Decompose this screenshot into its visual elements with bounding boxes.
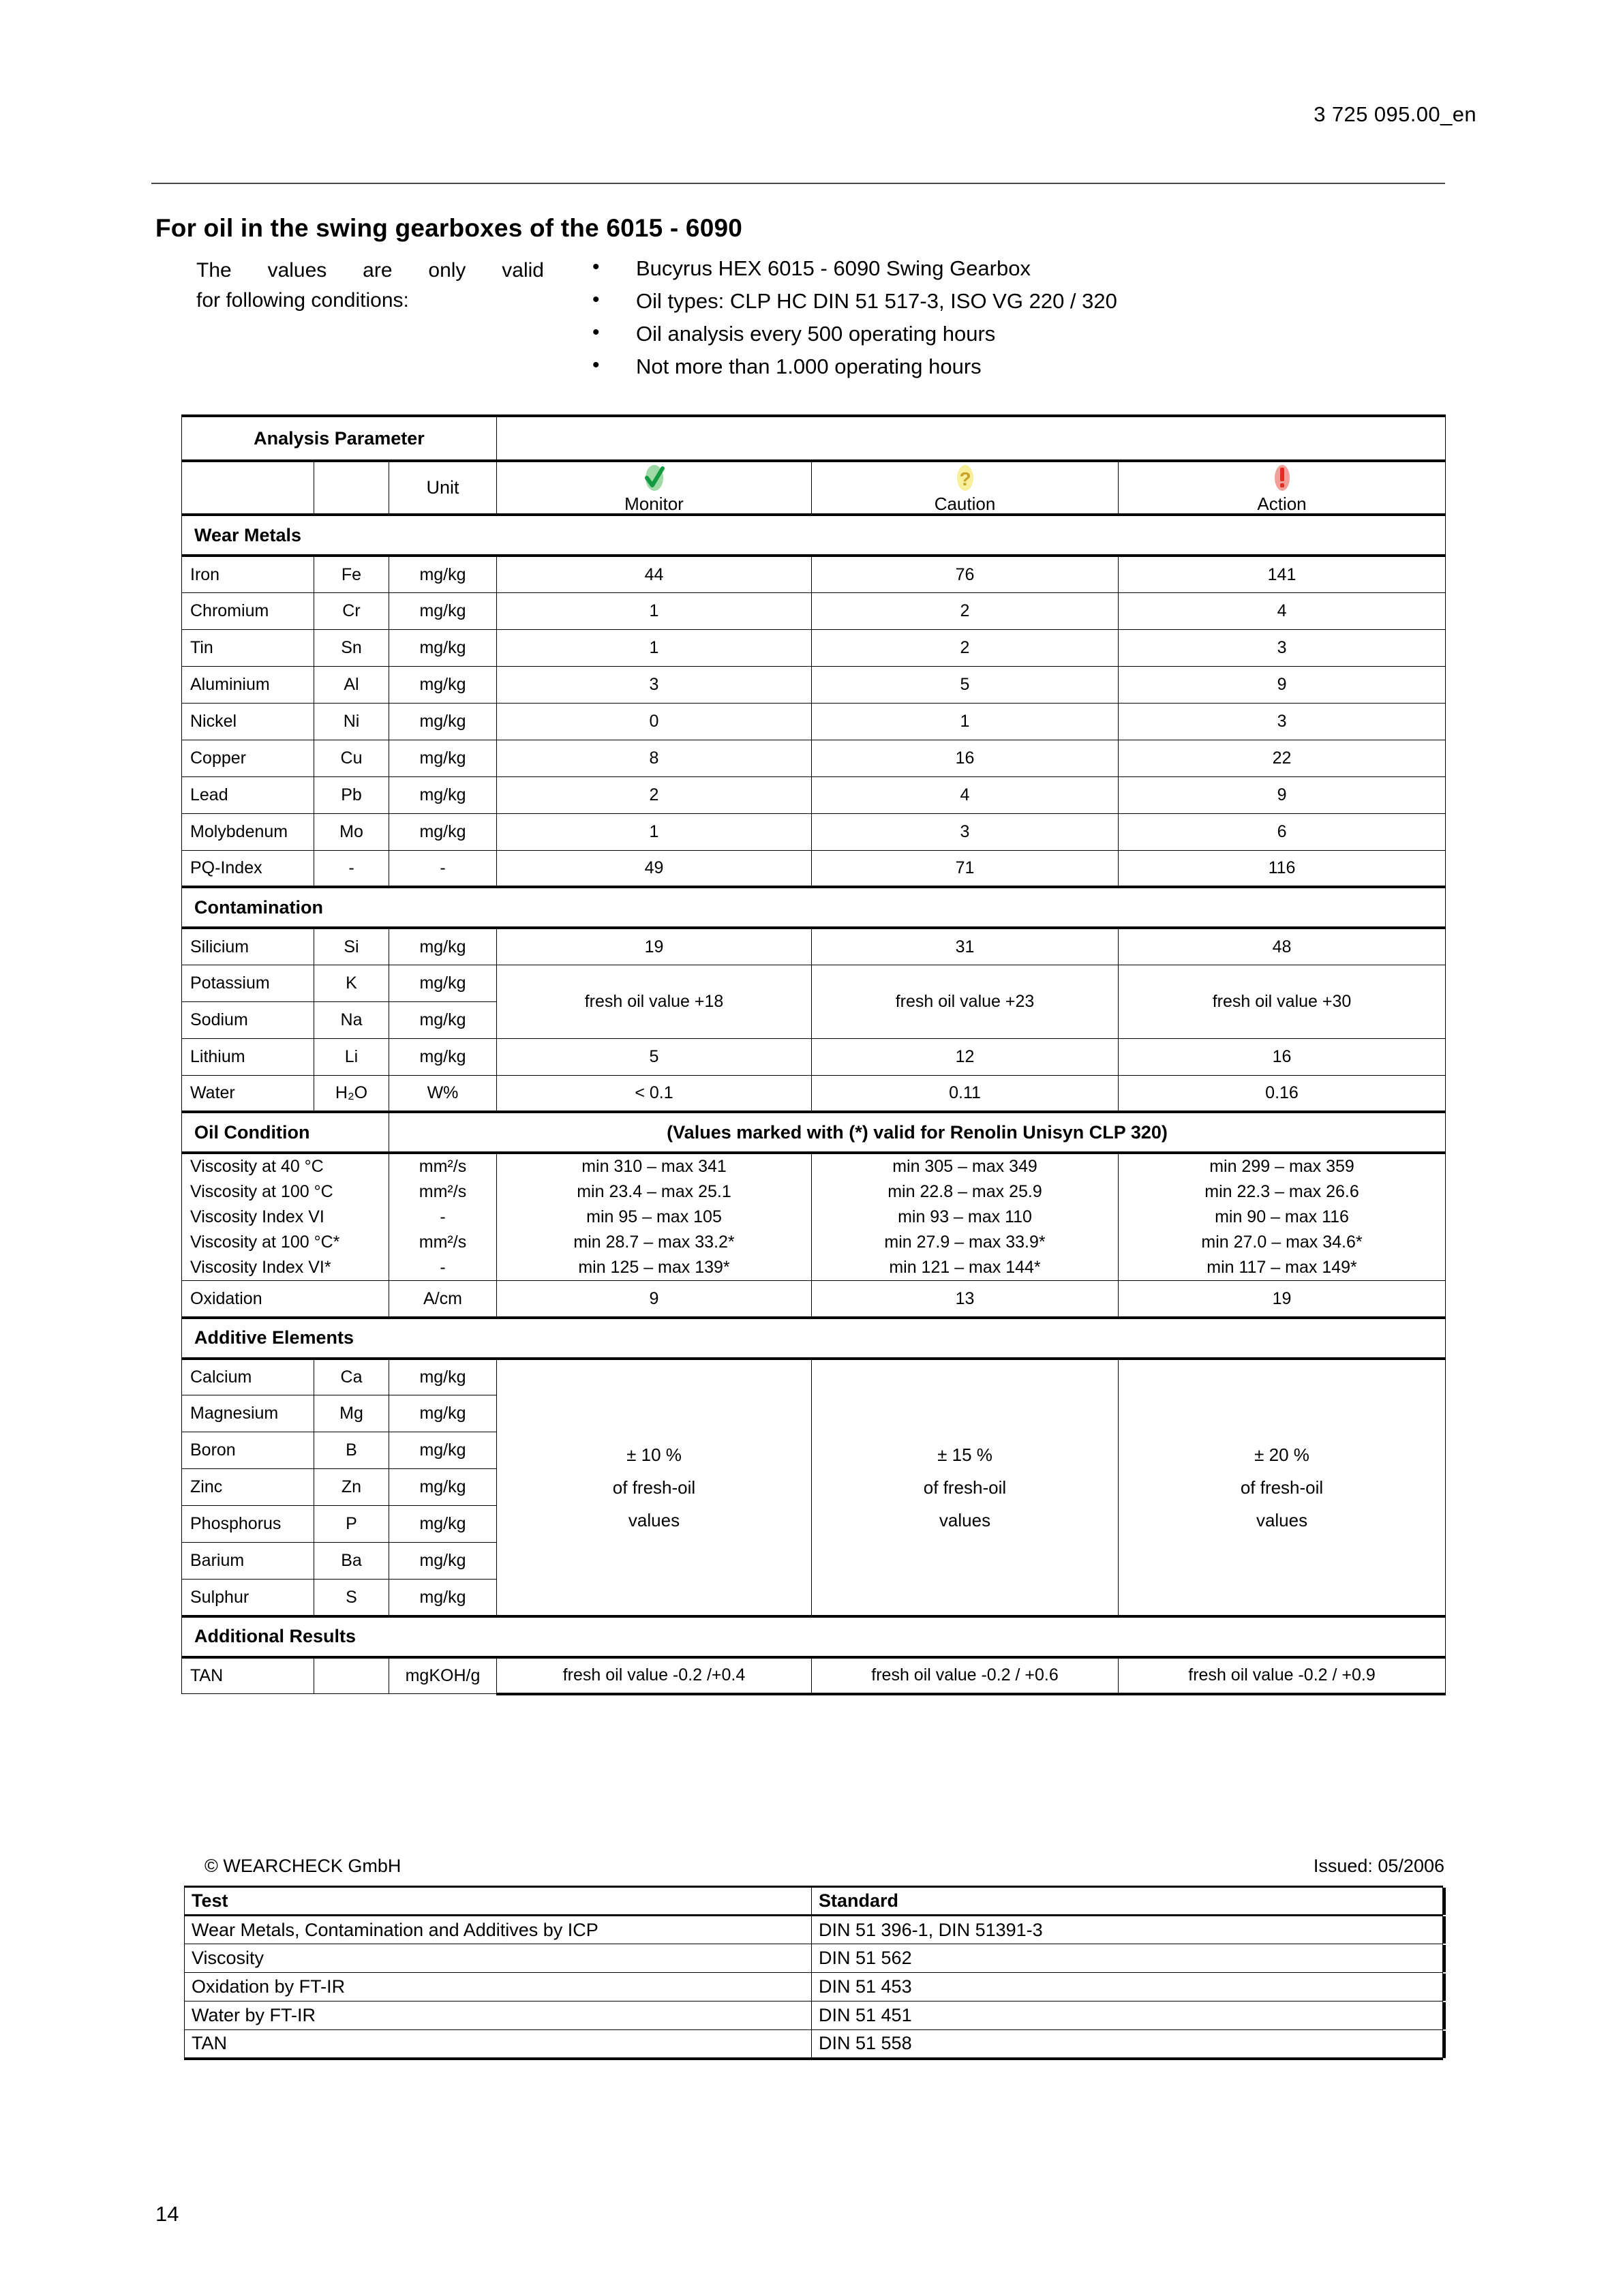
value-caution: 13 <box>812 1281 1119 1318</box>
additive-value-monitor <box>497 1359 812 1616</box>
param-unit: mg/kg <box>389 1543 497 1580</box>
conditions-label-line-1: The values are only valid <box>196 259 544 282</box>
param-symbol: Si <box>314 928 389 965</box>
param-name: Chromium <box>182 592 314 629</box>
conditions-label <box>196 256 544 316</box>
viscosity-value: min 125 – max 139* <box>578 1258 730 1278</box>
analysis-parameter-header-blank <box>497 416 1446 461</box>
table-row <box>182 813 1446 850</box>
viscosity-values-action <box>1119 1153 1446 1281</box>
value-action: 4 <box>1119 592 1446 629</box>
viscosity-label: Viscosity at 100 °C* <box>190 1233 340 1252</box>
bullet-item: • Oil analysis every 500 operating hours <box>583 318 1401 350</box>
additive-desc-2: values <box>939 1509 991 1530</box>
additive-value-caution <box>812 1359 1119 1616</box>
additive-desc-2: values <box>628 1509 680 1530</box>
table-row <box>182 928 1446 965</box>
param-unit: mg/kg <box>389 556 497 592</box>
viscosity-unit: - <box>440 1207 446 1227</box>
value-action: 9 <box>1119 666 1446 703</box>
param-unit: W% <box>389 1075 497 1112</box>
table-row <box>182 850 1446 887</box>
param-unit: A/cm <box>389 1281 497 1318</box>
additive-pct: ± 15 % <box>937 1444 992 1465</box>
status-label-action: Action <box>1257 494 1307 514</box>
param-name: Lead <box>182 776 314 813</box>
additive-value-action <box>1119 1359 1446 1616</box>
param-unit: mg/kg <box>389 666 497 703</box>
value-caution: 2 <box>812 592 1119 629</box>
value-monitor: fresh oil value -0.2 /+0.4 <box>497 1657 812 1694</box>
value-action: 16 <box>1119 1038 1446 1075</box>
value-monitor: 2 <box>497 776 812 813</box>
value-caution: 4 <box>812 776 1119 813</box>
value-action: 6 <box>1119 813 1446 850</box>
table-header-row-parameter <box>182 416 1446 461</box>
value-monitor: 5 <box>497 1038 812 1075</box>
viscosity-value: min 23.4 – max 25.1 <box>577 1182 731 1202</box>
param-name: Silicium <box>182 928 314 965</box>
yellow-question-icon <box>817 462 1112 494</box>
table-row <box>185 2030 1443 2059</box>
value-monitor: 1 <box>497 813 812 850</box>
param-unit: mgKOH/g <box>389 1657 497 1694</box>
additive-desc-1: of fresh-oil <box>923 1477 1007 1498</box>
additive-desc-1: of fresh-oil <box>612 1477 696 1498</box>
param-symbol: Ca <box>314 1359 389 1395</box>
param-name: Water <box>182 1075 314 1112</box>
additive-desc-2: values <box>1256 1509 1308 1530</box>
param-name: Copper <box>182 740 314 776</box>
section-title-oil-condition: Oil Condition <box>182 1112 389 1153</box>
standards-test: Wear Metals, Contamination and Additives by ICP <box>185 1916 812 1944</box>
value-caution: fresh oil value -0.2 / +0.6 <box>812 1657 1119 1694</box>
param-unit: mg/kg <box>389 1580 497 1616</box>
param-unit: mg/kg <box>389 740 497 776</box>
viscosity-value: min 305 – max 349 <box>892 1157 1037 1177</box>
param-symbol: Ni <box>314 703 389 740</box>
table-row <box>185 1916 1443 1944</box>
param-unit: - <box>389 850 497 887</box>
standards-standard: DIN 51 451 <box>812 2002 1443 2030</box>
param-symbol <box>314 1657 389 1694</box>
param-unit: mg/kg <box>389 776 497 813</box>
value-monitor: 0 <box>497 703 812 740</box>
value-monitor: < 0.1 <box>497 1075 812 1112</box>
green-check-icon <box>502 462 806 494</box>
table-row <box>182 1038 1446 1075</box>
param-name: Potassium <box>182 965 314 1001</box>
table-row <box>182 965 1446 1001</box>
standards-table <box>184 1886 1443 2060</box>
table-row <box>185 2002 1443 2030</box>
param-unit: mg/kg <box>389 813 497 850</box>
viscosity-label: Viscosity Index VI <box>190 1207 324 1227</box>
param-unit: mg/kg <box>389 703 497 740</box>
param-name: Iron <box>182 556 314 592</box>
standards-test: Viscosity <box>185 1944 812 1973</box>
param-symbol: B <box>314 1432 389 1469</box>
section-header-additive-elements <box>182 1318 1446 1359</box>
param-name: Calcium <box>182 1359 314 1395</box>
value-action: 116 <box>1119 850 1446 887</box>
value-caution: 5 <box>812 666 1119 703</box>
param-unit: mg/kg <box>389 1469 497 1506</box>
conditions-label-line-2: for following conditions: <box>196 289 409 312</box>
status-column-caution <box>812 461 1119 515</box>
value-action: fresh oil value -0.2 / +0.9 <box>1119 1657 1446 1694</box>
additive-pct: ± 20 % <box>1254 1444 1309 1465</box>
viscosity-value: min 22.8 – max 25.9 <box>888 1182 1042 1202</box>
section-header-additional-results <box>182 1616 1446 1657</box>
oil-condition-note: (Values marked with (*) valid for Renolin Unisyn CLP 320) <box>389 1112 1446 1153</box>
param-symbol: Zn <box>314 1469 389 1506</box>
value-action: 141 <box>1119 556 1446 592</box>
param-symbol: Sn <box>314 629 389 666</box>
value-monitor: 3 <box>497 666 812 703</box>
section-title-wear-metals: Wear Metals <box>182 515 1446 556</box>
additive-pct: ± 10 % <box>626 1444 682 1465</box>
viscosity-value: min 90 – max 116 <box>1215 1207 1349 1227</box>
viscosity-value: min 27.9 – max 33.9* <box>884 1233 1046 1252</box>
table-row <box>182 1359 1446 1395</box>
param-symbol: S <box>314 1580 389 1616</box>
param-name: Zinc <box>182 1469 314 1506</box>
param-unit: mg/kg <box>389 1001 497 1038</box>
param-name: Nickel <box>182 703 314 740</box>
standards-header-test: Test <box>185 1887 812 1916</box>
section-title-additional-results: Additional Results <box>182 1616 1446 1657</box>
standards-standard: DIN 51 396-1, DIN 51391-3 <box>812 1916 1443 1944</box>
table-row <box>182 592 1446 629</box>
value-monitor: 19 <box>497 928 812 965</box>
viscosity-value: min 121 – max 144* <box>889 1258 1041 1278</box>
standards-standard: DIN 51 562 <box>812 1944 1443 1973</box>
param-name: Aluminium <box>182 666 314 703</box>
table-row <box>182 740 1446 776</box>
viscosity-value: min 95 – max 105 <box>586 1207 722 1227</box>
param-name: PQ-Index <box>182 850 314 887</box>
value-monitor: 1 <box>497 629 812 666</box>
param-symbol: Mg <box>314 1395 389 1432</box>
viscosity-unit: mm²/s <box>419 1157 467 1177</box>
viscosity-value: min 27.0 – max 34.6* <box>1201 1233 1363 1252</box>
viscosity-label: Viscosity at 40 °C <box>190 1157 324 1177</box>
viscosity-value: min 28.7 – max 33.2* <box>573 1233 735 1252</box>
standards-test: Oxidation by FT-IR <box>185 1973 812 2002</box>
table-row <box>185 1973 1443 2002</box>
param-symbol: Pb <box>314 776 389 813</box>
param-name-oxidation: Oxidation <box>182 1281 389 1318</box>
value-caution: 16 <box>812 740 1119 776</box>
header-blank-name <box>182 461 314 515</box>
value-action: 3 <box>1119 703 1446 740</box>
section-header-contamination <box>182 887 1446 928</box>
viscosity-value: min 93 – max 110 <box>898 1207 1032 1227</box>
param-symbol: Na <box>314 1001 389 1038</box>
analysis-parameter-header: Analysis Parameter <box>182 416 497 461</box>
section-header-oil-condition <box>182 1112 1446 1153</box>
param-name: Molybdenum <box>182 813 314 850</box>
standards-standard: DIN 51 453 <box>812 1973 1443 2002</box>
param-name: Barium <box>182 1543 314 1580</box>
viscosity-unit: mm²/s <box>419 1182 467 1202</box>
document-code: 3 725 095.00_en <box>1314 102 1476 126</box>
bullet-item: • Bucyrus HEX 6015 - 6090 Swing Gearbox <box>583 252 1401 285</box>
table-row-viscosity <box>182 1153 1446 1281</box>
value-action: 19 <box>1119 1281 1446 1318</box>
param-name: Sulphur <box>182 1580 314 1616</box>
viscosity-value: min 117 – max 149* <box>1207 1258 1357 1278</box>
page-number: 14 <box>155 2202 179 2226</box>
viscosity-label: Viscosity Index VI* <box>190 1258 331 1278</box>
viscosity-label: Viscosity at 100 °C <box>190 1182 333 1202</box>
param-name: Tin <box>182 629 314 666</box>
value-action: 3 <box>1119 629 1446 666</box>
status-label-caution: Caution <box>934 494 996 514</box>
value-action-merged: fresh oil value +30 <box>1119 965 1446 1038</box>
value-monitor: 8 <box>497 740 812 776</box>
bullet-item: • Oil types: CLP HC DIN 51 517-3, ISO VG 220 / 320 <box>583 285 1401 318</box>
param-name: Phosphorus <box>182 1506 314 1543</box>
param-unit: mg/kg <box>389 1038 497 1075</box>
copyright-text: © WEARCHECK GmbH <box>204 1856 401 1876</box>
status-label-monitor: Monitor <box>624 494 684 514</box>
unit-header: Unit <box>389 461 497 515</box>
table-row <box>182 666 1446 703</box>
status-column-action <box>1119 461 1446 515</box>
status-column-monitor <box>497 461 812 515</box>
value-caution-merged: fresh oil value +23 <box>812 965 1119 1038</box>
bullet-item: • Not more than 1.000 operating hours <box>583 350 1401 383</box>
param-symbol: Al <box>314 666 389 703</box>
standards-test: Water by FT-IR <box>185 2002 812 2030</box>
value-action: 9 <box>1119 776 1446 813</box>
analysis-limits-table <box>181 414 1446 1695</box>
param-unit: mg/kg <box>389 1395 497 1432</box>
value-caution: 71 <box>812 850 1119 887</box>
viscosity-labels <box>182 1153 389 1281</box>
red-exclamation-icon <box>1124 462 1440 494</box>
table-row-tan <box>182 1657 1446 1694</box>
viscosity-values-monitor <box>497 1153 812 1281</box>
viscosity-value: min 310 – max 341 <box>581 1157 727 1177</box>
table-row <box>185 1944 1443 1973</box>
section-title-additive-elements: Additive Elements <box>182 1318 1446 1359</box>
value-caution: 31 <box>812 928 1119 965</box>
value-caution: 12 <box>812 1038 1119 1075</box>
value-caution: 1 <box>812 703 1119 740</box>
value-monitor: 44 <box>497 556 812 592</box>
value-caution: 2 <box>812 629 1119 666</box>
table-row <box>182 556 1446 592</box>
value-monitor: 1 <box>497 592 812 629</box>
param-symbol: Mo <box>314 813 389 850</box>
param-unit: mg/kg <box>389 928 497 965</box>
value-monitor: 49 <box>497 850 812 887</box>
section-header-wear-metals <box>182 515 1446 556</box>
param-name: Magnesium <box>182 1395 314 1432</box>
param-symbol: Li <box>314 1038 389 1075</box>
param-symbol: P <box>314 1506 389 1543</box>
value-caution: 0.11 <box>812 1075 1119 1112</box>
param-symbol: K <box>314 965 389 1001</box>
conditions-bullet-list <box>583 252 1401 383</box>
viscosity-units <box>389 1153 497 1281</box>
header-divider <box>151 183 1445 184</box>
svg-text:?: ? <box>958 468 971 489</box>
issued-date: Issued: 05/2006 <box>1313 1856 1444 1876</box>
header-blank-symbol <box>314 461 389 515</box>
table-row <box>182 629 1446 666</box>
param-name: TAN <box>182 1657 314 1694</box>
param-unit: mg/kg <box>389 592 497 629</box>
param-symbol: Ba <box>314 1543 389 1580</box>
table-row-oxidation <box>182 1281 1446 1318</box>
value-action: 48 <box>1119 928 1446 965</box>
param-symbol: Cu <box>314 740 389 776</box>
table-row <box>182 1075 1446 1112</box>
value-action: 0.16 <box>1119 1075 1446 1112</box>
viscosity-value: min 299 – max 359 <box>1209 1157 1354 1177</box>
param-symbol: Fe <box>314 556 389 592</box>
value-caution: 3 <box>812 813 1119 850</box>
standards-header-row <box>185 1887 1443 1916</box>
viscosity-unit: mm²/s <box>419 1233 467 1252</box>
standards-test: TAN <box>185 2030 812 2059</box>
standards-header-standard: Standard <box>812 1887 1443 1916</box>
table-row <box>182 703 1446 740</box>
viscosity-value: min 22.3 – max 26.6 <box>1204 1182 1359 1202</box>
param-unit: mg/kg <box>389 1359 497 1395</box>
param-name: Boron <box>182 1432 314 1469</box>
section-title-contamination: Contamination <box>182 887 1446 928</box>
value-monitor-merged: fresh oil value +18 <box>497 965 812 1038</box>
standards-standard: DIN 51 558 <box>812 2030 1443 2059</box>
param-symbol: Cr <box>314 592 389 629</box>
table-row <box>182 776 1446 813</box>
param-name: Sodium <box>182 1001 314 1038</box>
param-unit: mg/kg <box>389 965 497 1001</box>
param-unit: mg/kg <box>389 1506 497 1543</box>
param-unit: mg/kg <box>389 629 497 666</box>
param-name: Lithium <box>182 1038 314 1075</box>
additive-desc-1: of fresh-oil <box>1240 1477 1324 1498</box>
value-monitor: 9 <box>497 1281 812 1318</box>
table-header-row-status <box>182 461 1446 515</box>
param-unit: mg/kg <box>389 1432 497 1469</box>
value-action: 22 <box>1119 740 1446 776</box>
param-symbol: - <box>314 850 389 887</box>
viscosity-values-caution <box>812 1153 1119 1281</box>
value-caution: 76 <box>812 556 1119 592</box>
viscosity-unit: - <box>440 1258 446 1278</box>
page-title: For oil in the swing gearboxes of the 6015 - 6090 <box>155 214 743 242</box>
param-symbol: H₂O <box>314 1075 389 1112</box>
